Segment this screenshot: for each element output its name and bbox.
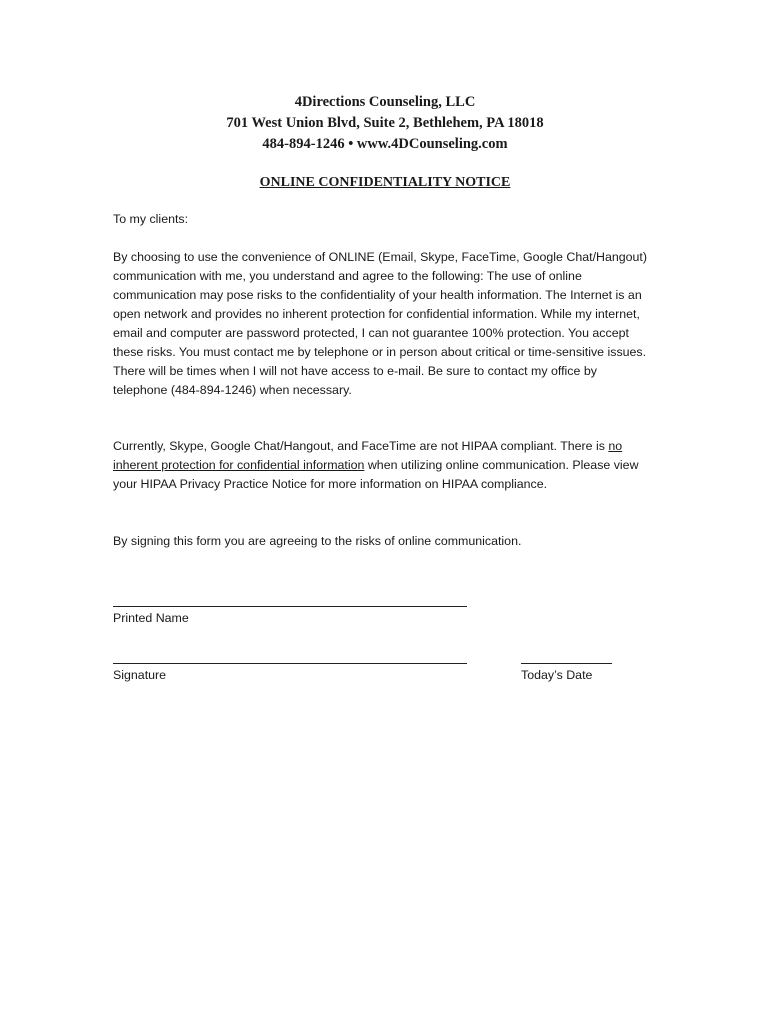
greeting: To my clients: (113, 212, 189, 226)
signature-line[interactable] (113, 663, 467, 664)
company-address: 701 West Union Blvd, Suite 2, Bethlehem, PA 18018 (226, 115, 544, 131)
paragraph-hipaa-underlined: no inherent protection for confidential information (113, 439, 623, 472)
company-contact: 484-894-1246 • www.4DCounseling.com (262, 136, 508, 152)
notice-title: ONLINE CONFIDENTIALITY NOTICE (259, 175, 511, 190)
paragraph-risks: By choosing to use the convenience of ONLINE (Email, Skype, FaceTime, Google Chat/Hangout) communication with me, you understand and agree to the following: The use of online communication may pose risks to the confidentiality of your health information. The Internet is an open network and provides no inherent protection for confidential information. While my internet, email and computer are password protected, I can not guarantee 100% protection. You accept these risks. You must contact me by telephone or in person about critical or time-sensitive issues. There will be times when I will not have access to e-mail. Be sure to contact my office by telephone (484-894-1246) when necessary. (113, 250, 647, 397)
company-name: 4Directions Counseling, LLC (294, 94, 476, 110)
signature-label: Signature (113, 668, 167, 682)
date-label: Today’s Date (521, 668, 593, 682)
notice-title-wrapper (0, 173, 770, 193)
paragraph-hipaa-part1: Currently, Skype, Google Chat/Hangout, and FaceTime are not HIPAA compliant. There is (113, 439, 609, 453)
paragraph-hipaa (113, 437, 653, 494)
paragraph-hipaa-part2: when utilizing online communication. Please view your HIPAA Privacy Practice Notice for more information on HIPAA compliance. (113, 458, 639, 491)
printed-name-line[interactable] (113, 606, 467, 607)
printed-name-label: Printed Name (113, 611, 189, 625)
date-line[interactable] (521, 663, 612, 664)
paragraph-agreement: By signing this form you are agreeing to the risks of online communication. (113, 534, 522, 548)
letterhead (0, 92, 770, 155)
